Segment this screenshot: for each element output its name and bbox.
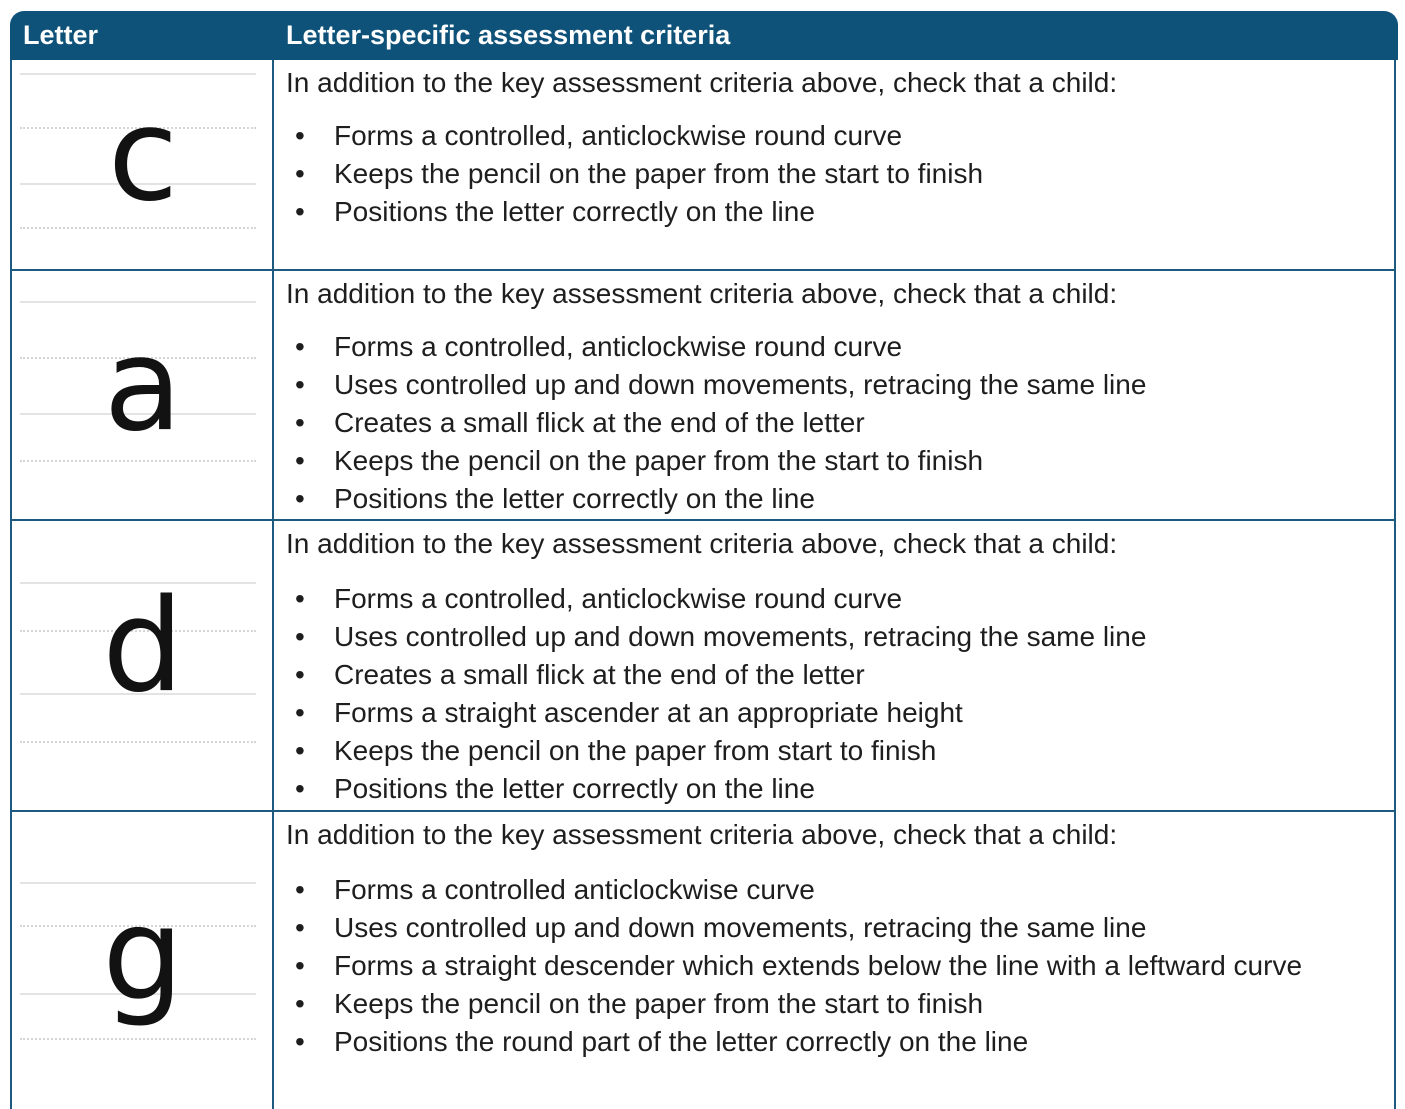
list-item: [286, 366, 1146, 404]
criterion-text: Positions the letter correctly on the line: [334, 483, 815, 514]
bullet-icon: •: [295, 950, 305, 981]
bullet-icon: •: [295, 874, 305, 905]
criterion-text: Creates a small flick at the end of the letter: [334, 407, 865, 438]
list-item: [286, 618, 1146, 656]
bullet-icon: •: [295, 120, 305, 151]
criterion-text: Forms a straight ascender at an appropriate height: [334, 697, 963, 728]
letter-cell: [12, 812, 274, 1109]
criterion-text: Forms a controlled, anticlockwise round curve: [334, 120, 903, 151]
criteria-list: [286, 871, 1302, 1061]
criteria-list: [286, 328, 1146, 518]
criteria-intro: In addition to the key assessment criteria above, check that a child:: [286, 819, 1118, 850]
criterion-text: Forms a straight descender which extends below the line with a leftward curve: [334, 950, 1303, 981]
criteria-intro: In addition to the key assessment criteria above, check that a child:: [286, 278, 1118, 309]
table-row: [10, 812, 1396, 1109]
criterion-text: Positions the letter correctly on the line: [334, 773, 815, 804]
list-item: [286, 580, 1146, 618]
table-row: [10, 60, 1396, 271]
table-row: [10, 521, 1396, 812]
bullet-icon: •: [295, 659, 305, 690]
bullet-icon: •: [295, 697, 305, 728]
bullet-icon: •: [295, 912, 305, 943]
list-item: [286, 985, 1302, 1023]
list-item: [286, 442, 1146, 480]
list-item: [286, 117, 983, 155]
criteria-intro: In addition to the key assessment criteria above, check that a child:: [286, 67, 1118, 98]
guide-line: [20, 741, 256, 743]
criterion-text: Forms a controlled anticlockwise curve: [334, 874, 815, 905]
bullet-icon: •: [295, 621, 305, 652]
bullet-icon: •: [295, 735, 305, 766]
criterion-text: Uses controlled up and down movements, retracing the same line: [334, 912, 1147, 943]
list-item: [286, 694, 1146, 732]
criterion-text: Creates a small flick at the end of the letter: [334, 659, 865, 690]
header-criteria: Letter-specific assessment criteria: [286, 20, 731, 50]
bullet-icon: •: [295, 583, 305, 614]
criterion-text: Positions the round part of the letter correctly on the line: [334, 1026, 1029, 1057]
assessment-table: [10, 11, 1398, 1109]
letter-glyph: g: [102, 881, 184, 1030]
guide-line: [20, 301, 256, 303]
letter-glyph: d: [102, 572, 184, 721]
bullet-icon: •: [295, 196, 305, 227]
bullet-icon: •: [295, 773, 305, 804]
criteria-intro: In addition to the key assessment criteria above, check that a child:: [286, 528, 1118, 559]
letter-cell: [12, 271, 274, 519]
list-item: [286, 155, 983, 193]
bullet-icon: •: [295, 483, 305, 514]
list-item: [286, 947, 1302, 985]
list-item: [286, 193, 983, 231]
bullet-icon: •: [295, 369, 305, 400]
criterion-text: Keeps the pencil on the paper from start to finish: [334, 735, 937, 766]
letter-glyph: c: [107, 81, 179, 230]
criteria-list: [286, 117, 983, 231]
criterion-text: Uses controlled up and down movements, retracing the same line: [334, 369, 1147, 400]
guide-line: [20, 73, 256, 75]
bullet-icon: •: [295, 445, 305, 476]
letter-cell: [12, 521, 274, 810]
list-item: [286, 1023, 1302, 1061]
bullet-icon: •: [295, 331, 305, 362]
list-item: [286, 328, 1146, 366]
letter-cell: [12, 60, 274, 269]
header-letter: Letter: [23, 20, 99, 50]
guide-line: [20, 1038, 256, 1040]
letter-glyph: a: [103, 311, 183, 460]
criterion-text: Forms a controlled, anticlockwise round curve: [334, 331, 903, 362]
bullet-icon: •: [295, 988, 305, 1019]
bullet-icon: •: [295, 158, 305, 189]
criterion-text: Forms a controlled, anticlockwise round curve: [334, 583, 903, 614]
criterion-text: Uses controlled up and down movements, retracing the same line: [334, 621, 1147, 652]
table-header: [10, 11, 1398, 60]
criterion-text: Positions the letter correctly on the line: [334, 196, 815, 227]
table-row: [10, 271, 1396, 521]
criterion-text: Keeps the pencil on the paper from the start to finish: [334, 445, 984, 476]
list-item: [286, 656, 1146, 694]
list-item: [286, 480, 1146, 518]
list-item: [286, 404, 1146, 442]
list-item: [286, 770, 1146, 808]
list-item: [286, 909, 1302, 947]
guide-line: [20, 460, 256, 462]
criteria-list: [286, 580, 1146, 808]
list-item: [286, 871, 1302, 909]
criterion-text: Keeps the pencil on the paper from the start to finish: [334, 158, 984, 189]
list-item: [286, 732, 1146, 770]
bullet-icon: •: [295, 407, 305, 438]
bullet-icon: •: [295, 1026, 305, 1057]
criterion-text: Keeps the pencil on the paper from the start to finish: [334, 988, 984, 1019]
